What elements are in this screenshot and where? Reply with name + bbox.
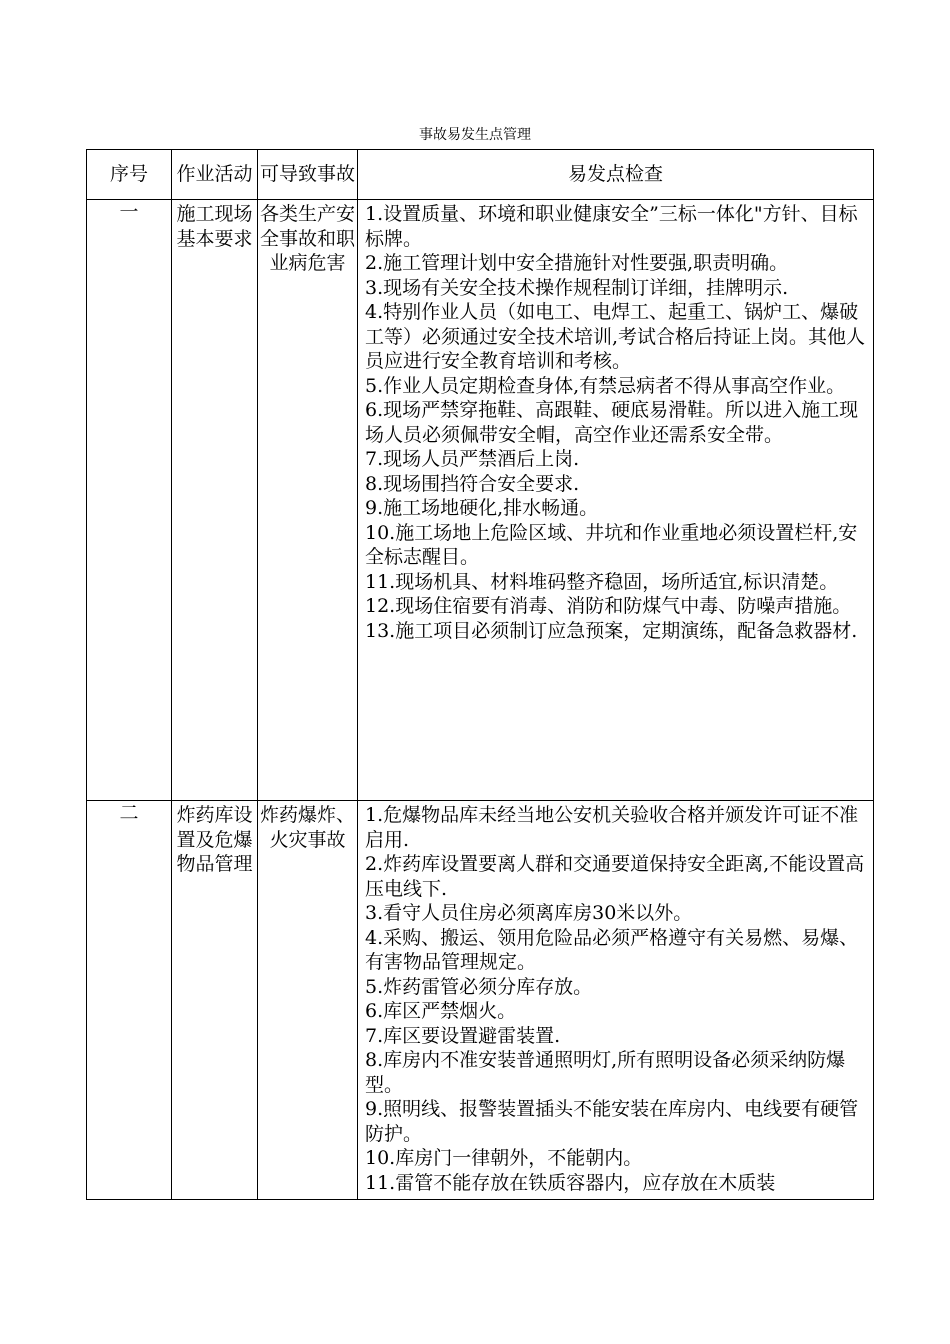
header-activity: 作业活动 [172, 150, 258, 200]
check-item: 8.现场围挡符合安全要求. [365, 472, 580, 495]
check-item: 8.库房内不准安装普通照明灯,所有照明设备必须采纳防爆型。 [365, 1049, 846, 1096]
check-item: 2.炸药库设置要离人群和交通要道保持安全距离,不能设置高压电线下. [365, 853, 865, 900]
header-check: 易发点检查 [358, 150, 874, 200]
check-item: 4.采购、搬运、领用危险品必须严格遵守有关易燃、易爆、有害物品管理规定。 [365, 926, 859, 973]
check-item: 3.看守人员住房必须离库房30米以外。 [365, 902, 693, 924]
check-item: 9.照明线、报警装置插头不能安装在库房内、电线要有硬管防护。 [365, 1098, 859, 1145]
header-accident: 可导致事故 [258, 150, 358, 200]
row-accident: 炸药爆炸、火灾事故 [258, 801, 358, 1200]
row-activity: 施工现场基本要求 [172, 200, 258, 801]
check-item: 7.库区要设置避雷装置. [365, 1024, 561, 1047]
check-item: 10.库房门一律朝外，不能朝内。 [365, 1147, 643, 1169]
row-no: 二 [87, 801, 172, 1200]
header-no: 序号 [87, 150, 172, 200]
check-item: 9.施工场地硬化,排水畅通。 [365, 497, 599, 519]
row-check-items [358, 801, 874, 1200]
row-check-items [358, 200, 874, 801]
check-item: 4.特别作业人员（如电工、电焊工、起重工、锅炉工、爆破工等）必须通过安全技术培训,考试合格后持证上岗。其他人员应进行安全教育培训和考核。 [365, 301, 866, 372]
table-header-row [87, 150, 874, 200]
check-item: 2.施工管理计划中安全措施针对性要强,职责明确。 [365, 252, 789, 274]
check-item: 6.现场严禁穿拖鞋、高跟鞋、硬底易滑鞋。所以进入施工现场人员必须佩带安全帽，高空作业还需系安全带。 [365, 399, 859, 446]
page-title: 事故易发生点管理 [419, 127, 531, 143]
check-item: 6.库区严禁烟火。 [365, 1000, 517, 1022]
check-item: 12.现场住宿要有消毒、消防和防煤气中毒、防噪声措施。 [365, 595, 852, 617]
check-item: 13.施工项目必须制订应急预案，定期演练，配备急救器材. [365, 619, 858, 642]
check-item: 11.现场机具、材料堆码整齐稳固，场所适宜,标识清楚。 [365, 570, 839, 593]
check-item: 5.炸药雷管必须分库存放。 [365, 975, 593, 998]
check-item: 11.雷管不能存放在铁质容器内，应存放在木质装 [365, 1171, 776, 1194]
check-item: 3.现场有关安全技术操作规程制订详细，挂牌明示. [365, 276, 789, 299]
row-accident: 各类生产安全事故和职业病危害 [258, 200, 358, 801]
check-item: 7.现场人员严禁酒后上岗. [365, 448, 580, 470]
check-item: 1.设置质量、环境和职业健康安全”三标一体化"方针、目标标牌。 [365, 203, 858, 250]
check-item: 10.施工场地上危险区域、井坑和作业重地必须设置栏杆,安全标志醒目。 [365, 521, 858, 568]
accident-points-table [86, 149, 874, 1200]
table-row [87, 200, 874, 801]
check-item: 5.作业人员定期检查身体,有禁忌病者不得从事高空作业。 [365, 374, 846, 397]
table-row [87, 801, 874, 1200]
row-no: 一 [87, 200, 172, 801]
check-item: 1.危爆物品库未经当地公安机关验收合格并颁发许可证不准启用. [365, 804, 859, 851]
row-activity: 炸药库设置及危爆物品管理 [172, 801, 258, 1200]
